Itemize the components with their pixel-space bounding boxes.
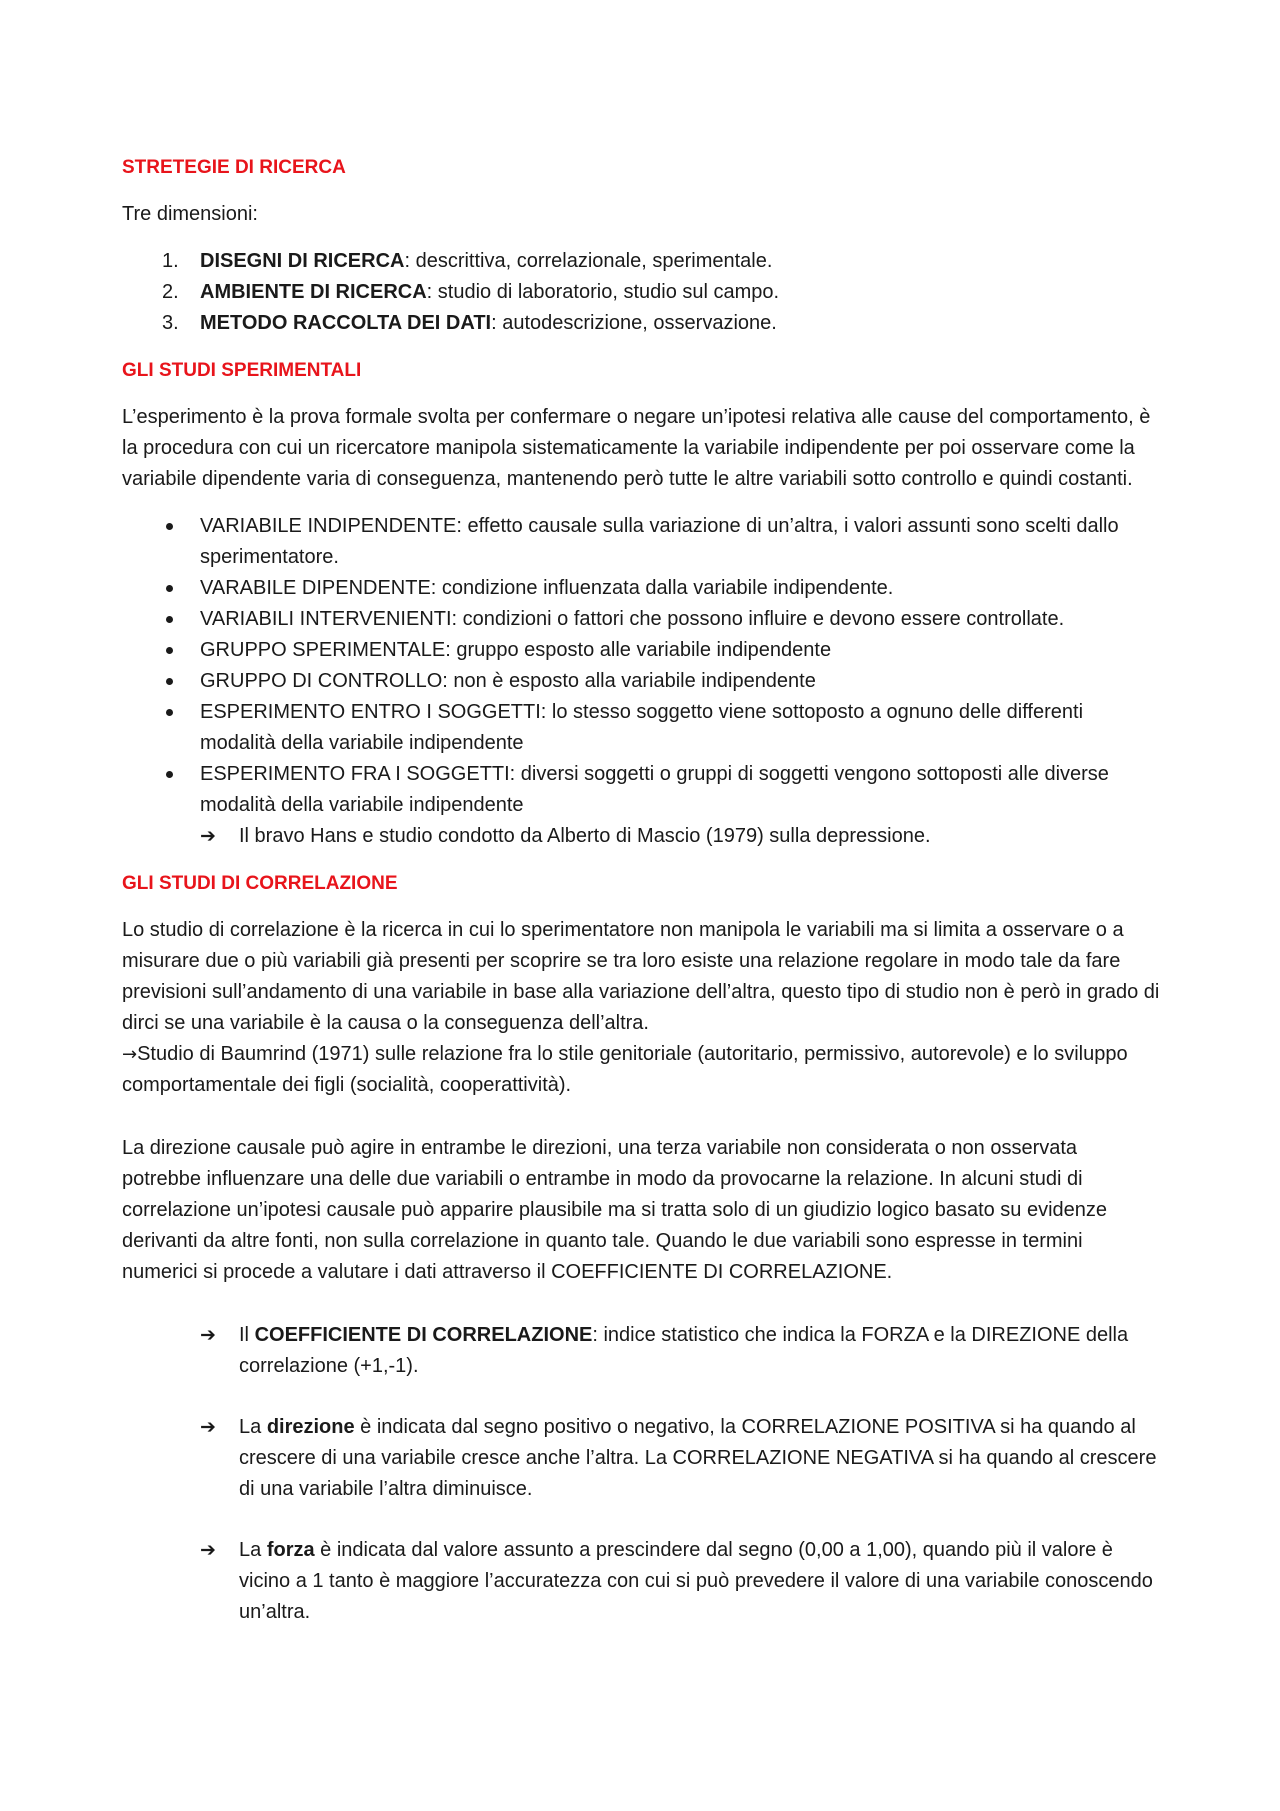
bullet-icon bbox=[166, 678, 173, 685]
arrow-item bbox=[122, 1320, 1160, 1382]
bullet-text: ESPERIMENTO FRA I SOGGETTI: diversi soggetti o gruppi di soggetti vengono sottoposti alle diverse modalità della variabile indipendente bbox=[200, 763, 1109, 816]
list-number: 1. bbox=[162, 250, 179, 272]
example-text: Il bravo Hans e studio condotto da Alberto di Mascio (1979) sulla depressione. bbox=[239, 825, 931, 847]
list-item bbox=[122, 277, 1160, 308]
list-number: 2. bbox=[162, 281, 179, 303]
bullet-text: VARIABILE INDIPENDENTE: effetto causale sulla variazione di un’altra, i valori assunti sono scelti dallo sperimentatore. bbox=[200, 515, 1119, 568]
body-paragraph bbox=[122, 915, 1160, 1101]
list-item bbox=[122, 697, 1160, 759]
list-number: 3. bbox=[162, 312, 179, 334]
variables-list bbox=[122, 511, 1160, 852]
term: direzione bbox=[266, 1416, 355, 1438]
bullet-icon bbox=[166, 523, 173, 530]
term: METODO RACCOLTA DEI DATI bbox=[200, 312, 492, 334]
term: COEFFICIENTE DI CORRELAZIONE bbox=[254, 1324, 593, 1346]
list-item bbox=[122, 246, 1160, 277]
definition: : autodescrizione, osservazione. bbox=[491, 312, 777, 334]
dimensions-list bbox=[122, 246, 1160, 339]
arrow-right-icon: ➔ bbox=[200, 1416, 216, 1438]
bullet-icon bbox=[166, 616, 173, 623]
body-paragraph: La direzione causale può agire in entrambe le direzioni, una terza variabile non considerata o non osservata potrebbe influenzare una delle due variabili o entrambe in modo da provocarne la relazione. In alcuni studi di correlazione un’ipotesi causale può apparire plausibile ma si tratta solo di un giudizio logico basato su evidenze derivanti da altre fonti, non sulla correlazione in quanto tale. Quando le due variabili sono espresse in termini numerici si procede a valutare i dati attraverso il COEFFICIENTE DI CORRELAZIONE. bbox=[122, 1137, 1108, 1283]
paragraph-text: Lo studio di correlazione è la ricerca in cui lo sperimentatore non manipola le variabili ma si limita a osservare o a misurare due o più variabili già presenti per scoprire se tra loro esiste una relazione regolare in modo tale da fare previsioni sull’andamento di una variabile in base alla variazione dell’altra, questo tipo di studio non è però in grado di dirci se una variabile è la causa o la conseguenza dell’altra. bbox=[122, 919, 1160, 1034]
list-item bbox=[122, 759, 1160, 821]
section-heading-strategie: STRETEGIE DI RICERCA bbox=[122, 157, 346, 178]
example-item bbox=[122, 821, 1160, 852]
definition: è indicata dal valore assunto a prescindere dal segno (0,00 a 1,00), quando più il valore è vicino a 1 tanto è maggiore l’accuratezza con cui si può prevedere il valore di una variabile conoscendo un’altra. bbox=[239, 1539, 1153, 1623]
arrow-item bbox=[122, 1535, 1160, 1628]
bullet-text: VARABILE DIPENDENTE: condizione influenzata dalla variabile indipendente. bbox=[200, 577, 894, 599]
list-item bbox=[122, 666, 1160, 697]
section-heading-sperimentali: GLI STUDI SPERIMENTALI bbox=[122, 360, 362, 381]
bullet-text: GRUPPO SPERIMENTALE: gruppo esposto alle variabile indipendente bbox=[200, 639, 832, 661]
bullet-text: VARIABILI INTERVENIENTI: condizioni o fattori che possono influire e devono essere controllate. bbox=[200, 608, 1065, 630]
definition: : indice statistico che indica la FORZA e la DIREZIONE della correlazione (+1,-1). bbox=[239, 1324, 1129, 1377]
term: AMBIENTE DI RICERCA bbox=[200, 281, 427, 303]
list-item bbox=[122, 635, 1160, 666]
bullet-text: ESPERIMENTO ENTRO I SOGGETTI: lo stesso soggetto viene sottoposto a ognuno delle differenti modalità della variabile indipendente bbox=[200, 701, 1084, 754]
list-item bbox=[122, 573, 1160, 604]
arrow-right-icon: ➔ bbox=[200, 1324, 216, 1346]
bullet-icon bbox=[166, 771, 173, 778]
list-item bbox=[122, 511, 1160, 573]
bullet-icon bbox=[166, 585, 173, 592]
term: DISEGNI DI RICERCA bbox=[200, 250, 405, 272]
definition: : descrittiva, correlazionale, sperimentale. bbox=[404, 250, 773, 272]
definition: : studio di laboratorio, studio sul campo. bbox=[426, 281, 780, 303]
body-paragraph: L’esperimento è la prova formale svolta per confermare o negare un’ipotesi relativa alle cause del comportamento, è la procedura con cui un ricercatore manipola sistematicamente la variabile indipendente per poi osservare come la variabile dipendente varia di conseguenza, mantenendo però tutte le altre variabili sotto controllo e quindi costanti. bbox=[122, 406, 1151, 490]
item-prefix: Il bbox=[239, 1324, 255, 1346]
arrow-right-icon: → bbox=[122, 1044, 138, 1065]
intro-text: Tre dimensioni: bbox=[122, 203, 258, 225]
item-prefix: La bbox=[239, 1416, 267, 1438]
term: forza bbox=[266, 1539, 315, 1561]
bullet-text: GRUPPO DI CONTROLLO: non è esposto alla variabile indipendente bbox=[200, 670, 816, 692]
list-item bbox=[122, 604, 1160, 635]
example-text: Studio di Baumrind (1971) sulle relazione fra lo stile genitoriale (autoritario, permissivo, autorevole) e lo sviluppo comportamentale dei figli (socialità, cooperattività). bbox=[122, 1043, 1128, 1096]
section-heading-correlazione: GLI STUDI DI CORRELAZIONE bbox=[122, 873, 398, 894]
arrow-right-icon: ➔ bbox=[200, 825, 216, 847]
arrow-right-icon: ➔ bbox=[200, 1539, 216, 1561]
item-prefix: La bbox=[239, 1539, 267, 1561]
bullet-icon bbox=[166, 647, 173, 654]
arrow-item bbox=[122, 1412, 1160, 1505]
list-item bbox=[122, 308, 1160, 339]
bullet-icon bbox=[166, 709, 173, 716]
definition: è indicata dal segno positivo o negativo, la CORRELAZIONE POSITIVA si ha quando al crescere di una variabile cresce anche l’altra. La CORRELAZIONE NEGATIVA si ha quando al crescere di una variabile l’altra diminuisce. bbox=[239, 1416, 1157, 1500]
